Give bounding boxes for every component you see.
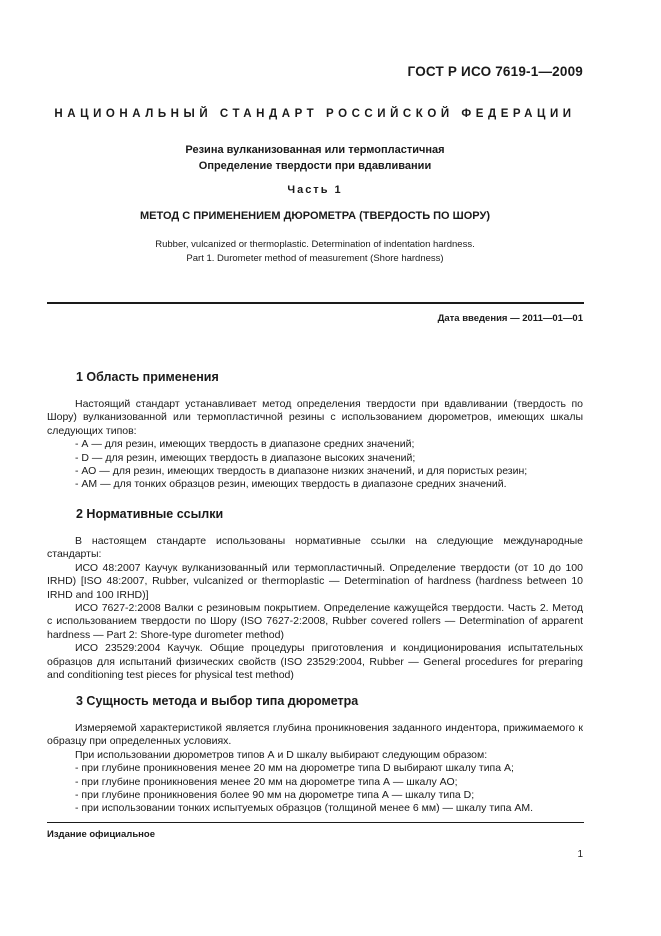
document-number: ГОСТ Р ИСО 7619-1—2009 bbox=[407, 64, 583, 79]
list-item: - при глубине проникновения более 90 мм на дюрометре типа А — шкалу типа D; bbox=[75, 789, 475, 802]
footer-divider bbox=[47, 822, 584, 823]
title-line-2: Определение твердости при вдавливании bbox=[198, 160, 432, 172]
list-item: - А — для резин, имеющих твердость в диапазоне средних значений; bbox=[75, 438, 415, 451]
section-1-body bbox=[47, 398, 583, 492]
section-1-intro: Настоящий стандарт устанавливает метод определения твердости при вдавливании (твердость по Шору) вулканизованной или термопластичной резины с использованием дюрометров, имеющих шкалы следующих типов: bbox=[47, 398, 583, 437]
document-title bbox=[47, 142, 583, 174]
list-item: - при использовании тонких испытуемых образцов (толщиной менее 6 мм) — шкалу типа АМ. bbox=[75, 802, 534, 815]
list-item: - при глубине проникновения менее 20 мм на дюрометре типа А — шкалу АО; bbox=[75, 775, 458, 788]
normative-reference: ИСО 7627-2:2008 Валки с резиновым покрытием. Определение кажущейся твердости. Часть 2. Метод с использованием твердости по Шору (ISO 7627-2:2008, Rubber covered rollers — Determination of apparent hardness — Part 2: Shore-type durometer method) bbox=[47, 602, 583, 641]
title-line-1: Резина вулканизованная или термопластичная bbox=[185, 144, 445, 156]
national-standard-banner: НАЦИОНАЛЬНЫЙ СТАНДАРТ РОССИЙСКОЙ ФЕДЕРАЦИИ bbox=[54, 108, 576, 120]
section-3-heading: 3 Сущность метода и выбор типа дюрометра bbox=[76, 694, 359, 708]
section-3-paragraph-1: Измеряемой характеристикой является глубина проникновения заданного индентора, прижимаемого к образцу при определенных условиях. bbox=[47, 722, 583, 748]
section-3-paragraph-2: При использовании дюрометров типов А и D шкалу выбирают следующим образом: bbox=[75, 748, 488, 761]
english-title-line-2: Part 1. Durometer method of measurement (Shore hardness) bbox=[186, 253, 444, 264]
list-item: - D — для резин, имеющих твердость в диапазоне высоких значений; bbox=[75, 451, 416, 464]
section-1-heading: 1 Область применения bbox=[76, 370, 219, 384]
english-title-line-1: Rubber, vulcanized or thermoplastic. Determination of indentation hardness. bbox=[155, 239, 475, 250]
section-2-intro: В настоящем стандарте использованы нормативные ссылки на следующие международные стандарты: bbox=[47, 535, 583, 561]
list-item: - АО — для резин, имеющих твердость в диапазоне низких значений, и для пористых резин; bbox=[75, 465, 528, 478]
page-number: 1 bbox=[577, 849, 583, 860]
english-title bbox=[47, 238, 583, 266]
section-3-body bbox=[47, 722, 583, 816]
title-divider bbox=[47, 302, 584, 304]
normative-reference: ИСО 23529:2004 Каучук. Общие процедуры приготовления и кондиционирования испытательных образцов для испытаний физических свойств (ISO 23529:2004, Rubber — General procedures for preparing and conditioning test pieces for physical test method) bbox=[47, 642, 583, 682]
part-label: Часть 1 bbox=[287, 184, 343, 196]
list-item: - при глубине проникновения менее 20 мм на дюрометре типа D выбирают шкалу типа А; bbox=[75, 762, 514, 775]
introduction-date: Дата введения — 2011—01—01 bbox=[437, 313, 583, 324]
method-title: МЕТОД С ПРИМЕНЕНИЕМ ДЮРОМЕТРА (ТВЕРДОСТЬ ПО ШОРУ) bbox=[140, 210, 490, 222]
edition-label: Издание официальное bbox=[47, 829, 155, 840]
section-2-body bbox=[47, 535, 583, 682]
section-2-heading: 2 Нормативные ссылки bbox=[76, 507, 224, 521]
normative-reference: ИСО 48:2007 Каучук вулканизованный или термопластичный. Определение твердости (от 10 до 100 IRHD) [ISO 48:2007, Rubber, vulcanized or thermoplastic — Determination of hardness (hardness between 10 IRHD and 100 IRHD)] bbox=[47, 561, 583, 601]
list-item: - АМ — для тонких образцов резин, имеющих твердость в диапазоне средних значений. bbox=[75, 478, 507, 491]
